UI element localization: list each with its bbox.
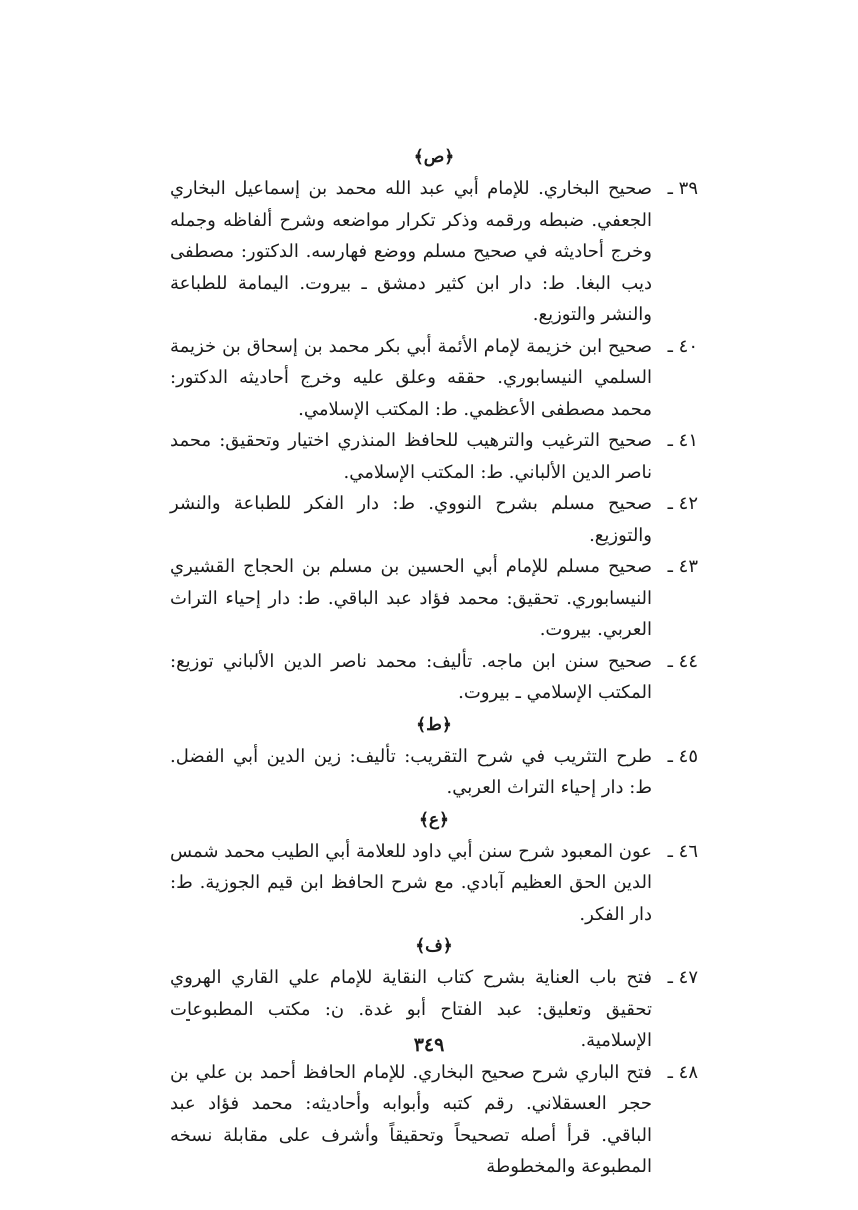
entry-text: طرح التثريب في شرح التقريب: تأليف: زين الدين أبي الفضل. ط: دار إحياء التراث العربي. (170, 745, 652, 798)
bibliography-entry (170, 836, 698, 931)
entry-text: صحيح ابن خزيمة لإمام الأئمة أبي بكر محمد بن إسحاق بن خزيمة السلمي النيسابوري. حققه وعلق عليه وخرج أحاديثه الدكتور: محمد مصطفى الأعظمي. ط: المكتب الإسلامي. (170, 335, 652, 420)
entry-text: صحيح مسلم للإمام أبي الحسين بن مسلم بن الحجاج القشيري النيسابوري. تحقيق: محمد فؤاد عبد الباقي. ط: دار إحياء التراث العربي. بيروت. (170, 556, 652, 640)
bibliography-entry (170, 331, 698, 426)
section-heading: ﴿ع﴾ (418, 809, 450, 830)
entry-text: فتح الباري شرح صحيح البخاري. للإمام الحافظ أحمد بن علي بن حجر العسقلاني. رقم كتبه وأبوابه وأحاديثه: محمد فؤاد عبد الباقي. قرأ أصله تصحيحاً وتحقيقاً وأشرف على مقابلة نسخه المطبوعة والمخطوطة (170, 1061, 652, 1177)
section-ta (170, 709, 698, 804)
entry-number: ٤٣ ـ (667, 556, 698, 577)
entry-number: ٤٧ ـ (667, 967, 698, 988)
bibliography-entry (170, 646, 698, 709)
entry-text: عون المعبود شرح سنن أبي داود للعلامة أبي الطيب محمد شمس الدين الحق العظيم آبادي. مع شرح الحافظ ابن قيم الجوزية. ط: دار الفكر. (170, 840, 652, 925)
entry-number: ٤٥ ـ (667, 745, 698, 767)
entry-text: فتح باب العناية بشرح كتاب النقاية للإمام علي القاري الهروي تحقيق وتعليق: عبد الفتاح أبو غدة. ن: مكتب المطبوعات الإسلامية. (170, 967, 652, 1051)
bibliography-entry (170, 173, 698, 331)
section-heading: ﴿ط﴾ (416, 714, 452, 735)
entry-number: ٤٨ ـ (667, 1061, 698, 1083)
entry-text: صحيح الترغيب والترهيب للحافظ المنذري اختيار وتحقيق: محمد ناصر الدين الألباني. ط: المكتب الإسلامي. (170, 430, 652, 483)
entry-text: صحيح البخاري. للإمام أبي عبد الله محمد بن إسماعيل البخاري الجعفي. ضبطه ورقمه وذكر تكرار مواضعه وشرح ألفاظه وجمله وخرج أحاديثه في صحيح مسلم ووضع فهارسه. الدكتور: مصطفى ديب البغا. ط: دار ابن كثير دمشق ـ بيروت. اليمامة للطباعة والنشر والتوزيع. (170, 178, 652, 325)
bibliography-entry (170, 741, 698, 804)
bibliography-list (170, 141, 698, 1183)
page-number: ٣٤٩ (413, 1034, 445, 1056)
entry-text: صحيح سنن ابن ماجه. تأليف: محمد ناصر الدين الألباني توزيع: المكتب الإسلامي ـ بيروت. (170, 650, 652, 703)
section-sad (170, 141, 698, 709)
entry-text: صحيح مسلم بشرح النووي. ط: دار الفكر للطباعة والنشر والتوزيع. (170, 493, 652, 546)
section-ain (170, 804, 698, 931)
entry-number: ٤٦ ـ (667, 840, 698, 862)
section-heading: ﴿ف﴾ (415, 936, 453, 956)
entry-number: ٤١ ـ (667, 430, 698, 451)
section-heading: ﴿ص﴾ (413, 147, 455, 167)
entry-number: ٤٠ ـ (667, 335, 698, 357)
section-fa (170, 930, 698, 1183)
margin-mark (186, 1019, 190, 1021)
entry-number: ٣٩ ـ (667, 178, 698, 199)
bibliography-entry (170, 488, 698, 551)
entry-number: ٤٤ ـ (667, 650, 698, 672)
entry-number: ٤٢ ـ (667, 493, 698, 514)
bibliography-entry (170, 551, 698, 646)
bibliography-entry (170, 425, 698, 488)
bibliography-entry (170, 1057, 698, 1183)
